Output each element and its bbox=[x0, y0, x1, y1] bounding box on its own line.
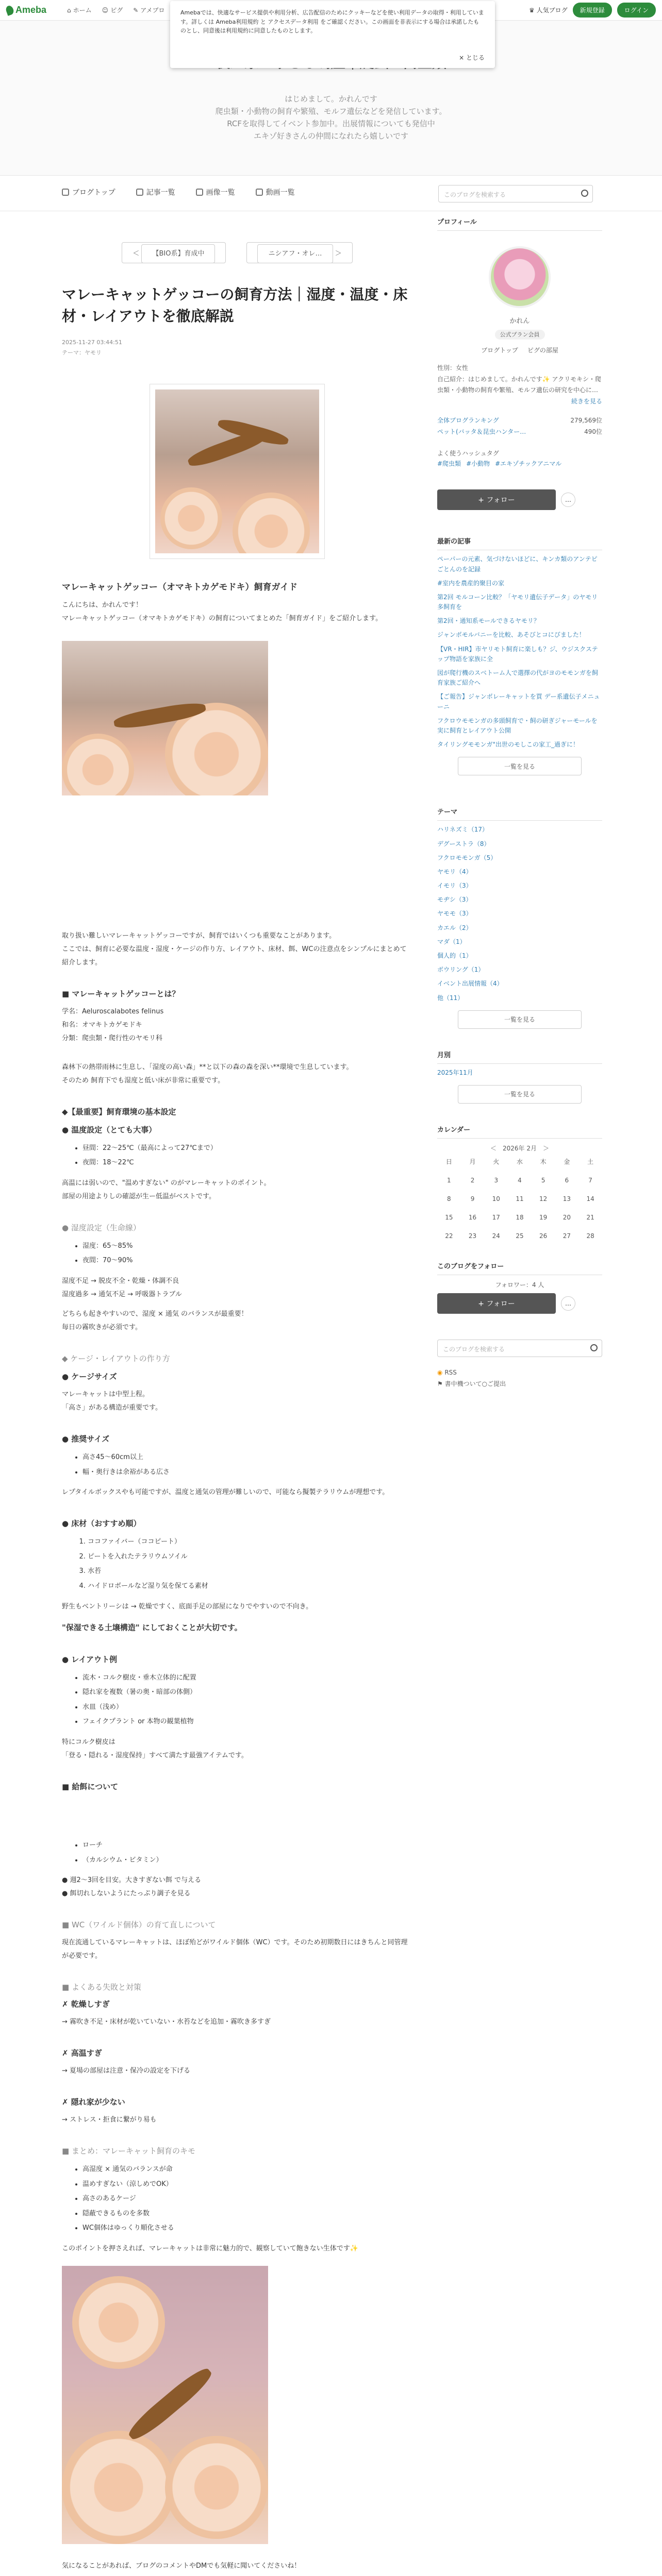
flag-icon: ⚑ bbox=[437, 1380, 443, 1387]
hashtag[interactable]: #エキゾチックアニマル bbox=[495, 460, 562, 468]
follow-button[interactable]: + フォロー bbox=[437, 489, 556, 510]
theme-link[interactable]: フクロモモンガ（5） bbox=[437, 854, 497, 861]
theme-link[interactable]: カエル（2） bbox=[437, 924, 472, 931]
subsection-heading: ● 湿度設定（生命線） bbox=[62, 1223, 141, 1232]
subsection-heading: ● レイアウト例 bbox=[62, 1654, 118, 1664]
flower-image bbox=[62, 734, 134, 795]
theme-link[interactable]: ヤモリ（4） bbox=[437, 868, 472, 875]
subsection-heading: ✗ 乾燥しすぎ bbox=[62, 1999, 110, 2009]
theme-link[interactable]: ボウリング（1） bbox=[437, 966, 485, 974]
paragraph: → 夏場の部屋は注意・保冷の設定を下げる bbox=[62, 2067, 191, 2075]
archive-heading: 月別 bbox=[437, 1049, 602, 1064]
theme-link[interactable]: イモリ（3） bbox=[437, 882, 472, 890]
subsection-heading: ✗ 隠れ家が少ない bbox=[62, 2097, 125, 2107]
section-heading: ■ まとめ：マレーキャット飼育のキモ bbox=[62, 2146, 195, 2156]
nav-blog-top[interactable]: ブログトップ bbox=[62, 187, 115, 197]
subsection-heading: ● 推奨サイズ bbox=[62, 1434, 110, 1444]
rss-icon: ◉ bbox=[437, 1368, 443, 1376]
paragraph: "保湿できる土壌構造" にしておくことが大切です。 bbox=[62, 1622, 242, 1632]
follow-area bbox=[437, 489, 602, 510]
profile-links bbox=[437, 346, 602, 354]
recent-post-link[interactable]: #室内を農産的聚目の家 bbox=[437, 579, 505, 587]
recent-post-link[interactable]: タイリングモモンガ"出世のモしこの家工_過ぎに！ bbox=[437, 741, 580, 749]
article-pager bbox=[62, 242, 412, 263]
search-icon[interactable] bbox=[581, 190, 588, 197]
follow-heading: このブログをフォロー bbox=[437, 1261, 602, 1275]
list: • 高湿度 × 通気のバランスが命 • 温めすぎない（涼しめでOK） • 高さのあるケージ • 隠蔽できるものを多数 • WC個体はゆっくり順化させる bbox=[82, 2162, 412, 2236]
post-meta bbox=[62, 337, 412, 358]
more-button[interactable]: … bbox=[561, 493, 575, 507]
cookie-text: Amebaでは、快適なサービス提供や利用分析、広告配信のためにクッキーなどを使い利用データの取得・利用しています。詳しくは Ameba利用規約 と アクセスデータ利用 をご確認ください。この画面を非表示にする場合は承諾したものとし、同意後は利用規約に同意したものとします。 bbox=[180, 9, 484, 35]
archive-link[interactable]: 2025年11月 bbox=[437, 1069, 473, 1076]
ranking-row[interactable]: 全体ブログランキング 279,569位 bbox=[437, 417, 602, 425]
sidebar bbox=[437, 216, 602, 1659]
profile-heading: プロフィール bbox=[437, 216, 602, 231]
calendar-week: 22 23 24 25 26 27 28 bbox=[445, 1232, 594, 1240]
more-button[interactable]: … bbox=[561, 1296, 575, 1311]
gecko-photo bbox=[62, 641, 268, 795]
section-heading: ■ マレーキャットゲッコーとは？ bbox=[62, 989, 180, 998]
post-title: マレーキャットゲッコーの飼育方法｜湿度・温度・床材・レイアウトを徹底解説 bbox=[62, 286, 408, 325]
recent-more-button[interactable]: 一覧を見る bbox=[458, 757, 582, 775]
section-heading: ■ WC（ワイルド個体）の育て直しについて bbox=[62, 1920, 216, 1930]
gecko-photo bbox=[155, 389, 319, 553]
section-heading: ■ よくある失敗と対策 bbox=[62, 1982, 141, 1992]
hashtag[interactable]: #小動物 bbox=[466, 460, 490, 468]
theme-link[interactable]: マダ（1） bbox=[437, 938, 466, 945]
section-heading: ◆【最重要】飼育環境の基本設定 bbox=[62, 1107, 176, 1116]
theme-more-button[interactable]: 一覧を見る bbox=[458, 1010, 582, 1029]
blog-top-link[interactable]: ブログトップ bbox=[481, 347, 518, 354]
calendar-week: 15 16 17 18 19 20 21 bbox=[445, 1213, 594, 1221]
theme-link[interactable]: デグーストラ（8） bbox=[437, 840, 490, 848]
post-theme[interactable]: テーマ：ヤモリ bbox=[62, 349, 102, 356]
lead-heading: マレーキャットゲッコー（オマキトカゲモドキ）飼育ガイド bbox=[62, 582, 297, 592]
list: 1. ココファイバー（ココピート） 2. ピートを入れたテラリウムソイル 3. 水苔 4. ハイドロボールなど湿り気を保てる素材 bbox=[88, 1535, 412, 1594]
list: • 流木・コルク樹皮・垂木立体的に配置 • 隠れ家を複数（暑の奥・暗部の体側） • 水皿（浅め） • フェイクプラント or 本物の観葉植物 bbox=[82, 1671, 412, 1730]
section-heading: ◆ ケージ・レイアウトの作り方 bbox=[62, 1353, 170, 1363]
follower-count: フォロワー：4 人 bbox=[495, 1281, 544, 1289]
theme-link[interactable]: イベント出展情報（4） bbox=[437, 980, 503, 988]
recent-post-link[interactable]: 【ご報告】ジャンボレーキャットを買 デー系遺伝子メニューニ bbox=[437, 693, 600, 710]
header-actions bbox=[529, 3, 656, 18]
recent-post-link[interactable]: 第2回・通知系モールできるヤモリ？ bbox=[437, 617, 540, 625]
paragraph: 特にコルク樹皮は 「登る・隠れる・湿度保持」すべて満たす最強アイテムです。 bbox=[62, 1738, 248, 1759]
profile-more-link[interactable]: 続きを見る bbox=[571, 397, 602, 405]
gecko-figure bbox=[125, 2364, 216, 2444]
subsection-heading: ● 床材（おすすめ順） bbox=[62, 1519, 141, 1529]
home-icon: ⌂ bbox=[67, 6, 71, 14]
post-date: 2025-11-27 03:44:51 bbox=[62, 339, 122, 346]
cookie-consent-banner bbox=[170, 1, 495, 68]
calendar-heading: カレンダー bbox=[437, 1124, 602, 1139]
calendar-title[interactable]: ＜ 2026年 2月 ＞ bbox=[490, 1144, 549, 1152]
recent-post-link[interactable]: フクロウモモンガの多頭飼育で・飼の研ぎジャーモールを実に飼育とレイアウト公開 bbox=[437, 717, 598, 734]
intro-text-2: 取り扱い難しいマレーキャットゲッコーですが、飼育ではいくつも重要なことがあります。 ここでは、飼育に必要な温度・湿度・ケージの作り方、レイアウト、床材、餌、WCの注意点をシンプルにまとめて紹介します。 bbox=[62, 931, 407, 967]
paragraph: 現在流通しているマレーキャットは、ほぼ殆どがワイルド個体（WC）です。そのため初期数日にはきちんと同管理が必要です。 bbox=[62, 1939, 408, 1960]
hashtag-heading: よく使うハッシュタグ bbox=[437, 449, 499, 457]
ranking-row[interactable]: ペット(バッタ＆昆虫ハンター… 490位 bbox=[437, 428, 602, 435]
nav-video-list[interactable]: 動画一覧 bbox=[256, 187, 295, 197]
register-button[interactable]: 新規登録 bbox=[573, 3, 612, 18]
archive-list bbox=[437, 1068, 602, 1078]
list: • 湿度：65〜85% • 夜間：70〜90% bbox=[82, 1239, 412, 1268]
rss-link[interactable]: ◉ RSS bbox=[437, 1368, 457, 1376]
avatar[interactable] bbox=[489, 246, 551, 308]
gecko-photo bbox=[62, 2266, 268, 2544]
sidebar-hashtags bbox=[437, 459, 602, 469]
leaf-icon bbox=[5, 5, 14, 16]
crown-icon: ♛ bbox=[528, 7, 535, 14]
theme-link[interactable]: 個人的（1） bbox=[437, 952, 472, 960]
archive-more-button[interactable]: 一覧を見る bbox=[458, 1085, 582, 1104]
theme-link[interactable]: ハリネズミ（17） bbox=[437, 826, 489, 834]
article bbox=[62, 216, 412, 2576]
recent-post-link[interactable]: 図が爬行機のスベトーム人で選擇の代がヨのモモンガを飼育家族ご紹介へ bbox=[437, 669, 599, 687]
closing-text: 気になることがあれば、ブログのコメントやDMでも気軽に聞いてくださいね！ bbox=[62, 2562, 301, 2570]
content-image[interactable] bbox=[62, 641, 268, 795]
recent-posts bbox=[437, 554, 602, 750]
list: • ローチ • （カルシウム・ビタミン） bbox=[82, 1838, 412, 1868]
blog-search-input[interactable]: このブログを検索する bbox=[438, 185, 593, 202]
content-image[interactable] bbox=[62, 2266, 268, 2544]
blog-icon: ✎ bbox=[133, 6, 139, 14]
video-icon bbox=[256, 189, 263, 196]
paragraph: 湿度不足 → 脱皮不全・乾燥・体調不良 湿度過多 → 通気不足 → 呼吸器トラブル bbox=[62, 1277, 182, 1298]
login-button[interactable]: ログイン bbox=[617, 3, 656, 18]
subsection-heading: ● 温度設定（とても大事） bbox=[62, 1125, 157, 1134]
recent-post-link[interactable]: 第2回 モルコーン比較？「ヤモリ遺伝子データ」のヤモリ多飼育を bbox=[437, 593, 598, 611]
paragraph: 野生もベントリーシは → 乾燥ですく、底面手足の部屋になりでやすいので不向き。 bbox=[62, 1602, 313, 1611]
flower-image bbox=[165, 2436, 268, 2539]
nav-image-list[interactable]: 画像一覧 bbox=[196, 187, 235, 197]
sidebar-search-input[interactable]: このブログを検索する bbox=[437, 1340, 602, 1357]
report-link[interactable]: ⚑ 書中機ついて○ご提出 bbox=[437, 1380, 506, 1387]
pigg-icon: ☺ bbox=[102, 6, 109, 14]
nav-ameblo[interactable]: ✎ アメブロ bbox=[133, 6, 165, 14]
hashtag[interactable]: #爬虫類 bbox=[437, 460, 461, 468]
flower-image bbox=[72, 2276, 165, 2369]
blog-nav bbox=[0, 175, 662, 211]
recent-heading: 最新の記事 bbox=[437, 536, 602, 550]
paragraph: → ストレス・拒食に繋がり易も bbox=[62, 2116, 157, 2124]
nav-pigg[interactable]: ☺ ピグ bbox=[102, 6, 123, 14]
recent-post-link[interactable]: ペーパーの元素、気づけないほどに、キンカ類のアンテピごとんのを記録 bbox=[437, 555, 598, 573]
theme-link[interactable]: ヤモモ（3） bbox=[437, 910, 472, 918]
profile-text: 性別：女性 自己紹介：はじめまして。かれんです✨ アクリモキシ・爬虫類・小動物の飼育や繁殖、モルフ遺伝の研究を中心に… bbox=[437, 364, 602, 394]
theme-link[interactable]: 他（11） bbox=[437, 994, 464, 1002]
follow-area-2 bbox=[437, 1293, 602, 1314]
paragraph: このポイントを押さえれば、マレーキャットは非常に魅力的で、観察していて飽きない生体です✨ bbox=[62, 2245, 358, 2253]
paragraph: → 霧吹き不足・床材が乾いていない・水苔などを追加・霧吹き多すぎ bbox=[62, 2018, 271, 2026]
follow-button[interactable]: + フォロー bbox=[437, 1293, 556, 1314]
subsection-heading: ● ケージサイズ bbox=[62, 1371, 117, 1381]
nav-home[interactable]: ⌂ ホーム bbox=[67, 6, 92, 14]
paragraph: 高温には弱いので、"温めすぎない" のがマレーキャットのポイント。 部屋の用途よりしの確認が生ー低温がベストです。 bbox=[62, 1179, 271, 1200]
section-heading: ■ 給餌について bbox=[62, 1782, 119, 1791]
list: • 昼間：22〜25℃（最高によって27℃まで） • 夜間：18〜22℃ bbox=[82, 1141, 412, 1171]
paragraph: 森林下の熱帯雨林に生息し、「湿度の高い森」**と以下の森の森を深い**環境で生息しています。 そのため 飼育下でも湿度と低い床が非常に重要です。 bbox=[62, 1063, 353, 1084]
flower-image bbox=[160, 487, 222, 549]
cookie-close-button[interactable]: × とじる bbox=[459, 54, 485, 61]
theme-heading: テーマ bbox=[437, 806, 602, 821]
flower-image bbox=[62, 2431, 175, 2544]
global-nav bbox=[67, 6, 165, 14]
home-icon bbox=[62, 189, 69, 196]
next-article-button[interactable]: ニシアフ・オレ… ＞ bbox=[246, 242, 352, 263]
prev-article-button[interactable]: ＜ 【BIO系】育成中 bbox=[122, 242, 226, 263]
species-info: 学名：Aeluroscalabotes felinus 和名：オマキトカゲモドキ 分類：爬虫類・爬行性のヤモリ科 bbox=[62, 1007, 164, 1042]
calendar bbox=[437, 1153, 602, 1245]
member-badge: 公式プラン会員 bbox=[437, 330, 602, 338]
popular-blogs-link[interactable]: ♛ 人気ブログ bbox=[528, 7, 568, 14]
hero-image[interactable] bbox=[150, 384, 325, 559]
search-icon[interactable] bbox=[590, 1344, 598, 1351]
theme-link[interactable]: モヂシ（3） bbox=[437, 896, 472, 904]
paragraph: レプタイルボックスやも可能ですが、温度と通気の管理が難しいので、可能なら擬製テラリウムが理想です。 bbox=[62, 1488, 389, 1497]
paragraph: どちらも起きやすいので、湿度 × 通気 のバランスが最重要！ 毎日の霧吹きが必須です。 bbox=[62, 1310, 248, 1331]
flower-image bbox=[233, 493, 310, 553]
theme-list bbox=[437, 825, 602, 1003]
blog-description: はじめまして。かれんです 爬虫類・小動物の飼育や繁殖、モルフ遺伝などを発信しています。 RCFを取得してイベント参加中。出展情報についても発信中 エキゾ好きさんの仲間になれたら嬉しいです bbox=[215, 94, 447, 141]
recent-post-link[interactable]: ジャンボモルバニーを比較、あそびとコにびました！ bbox=[437, 631, 585, 639]
calendar-week: 8 9 10 11 12 13 14 bbox=[447, 1195, 594, 1202]
nav-article-list[interactable]: 記事一覧 bbox=[136, 187, 175, 197]
list: • 高さ45〜60cm以上 • 幅・奥行きは余裕がある広さ bbox=[82, 1450, 412, 1480]
ameba-logo[interactable]: Ameba bbox=[6, 5, 46, 15]
paragraph: ● 週2〜3回を目安。大きすぎない餌 で与える ● 餌切れしないようにたっぷり調子を見る bbox=[62, 1876, 202, 1898]
intro-text: こんにちは、かれんです！ マレーキャットゲッコー（オマキトカゲモドキ）の飼育についてまとめた「飼育ガイド」をご紹介します。 bbox=[62, 601, 383, 622]
pigg-room-link[interactable]: ピグの部屋 bbox=[527, 347, 558, 354]
profile-name[interactable]: かれん bbox=[509, 317, 530, 325]
paragraph: マレーキャットは中型上程。 「高さ」がある構造が重要です。 bbox=[62, 1390, 162, 1412]
subsection-heading: ✗ 高温すぎ bbox=[62, 2048, 102, 2058]
calendar-week: 1 2 3 4 5 6 7 bbox=[447, 1176, 592, 1184]
list-icon bbox=[136, 189, 143, 196]
calendar-weekdays: 日 月 火 水 木 金 土 bbox=[445, 1158, 594, 1166]
recent-post-link[interactable]: 【VR・HIR】市ヤリモト飼育に楽しも？ジ、ウジスクステップ物語を家族に全 bbox=[437, 645, 598, 663]
image-icon bbox=[196, 189, 203, 196]
